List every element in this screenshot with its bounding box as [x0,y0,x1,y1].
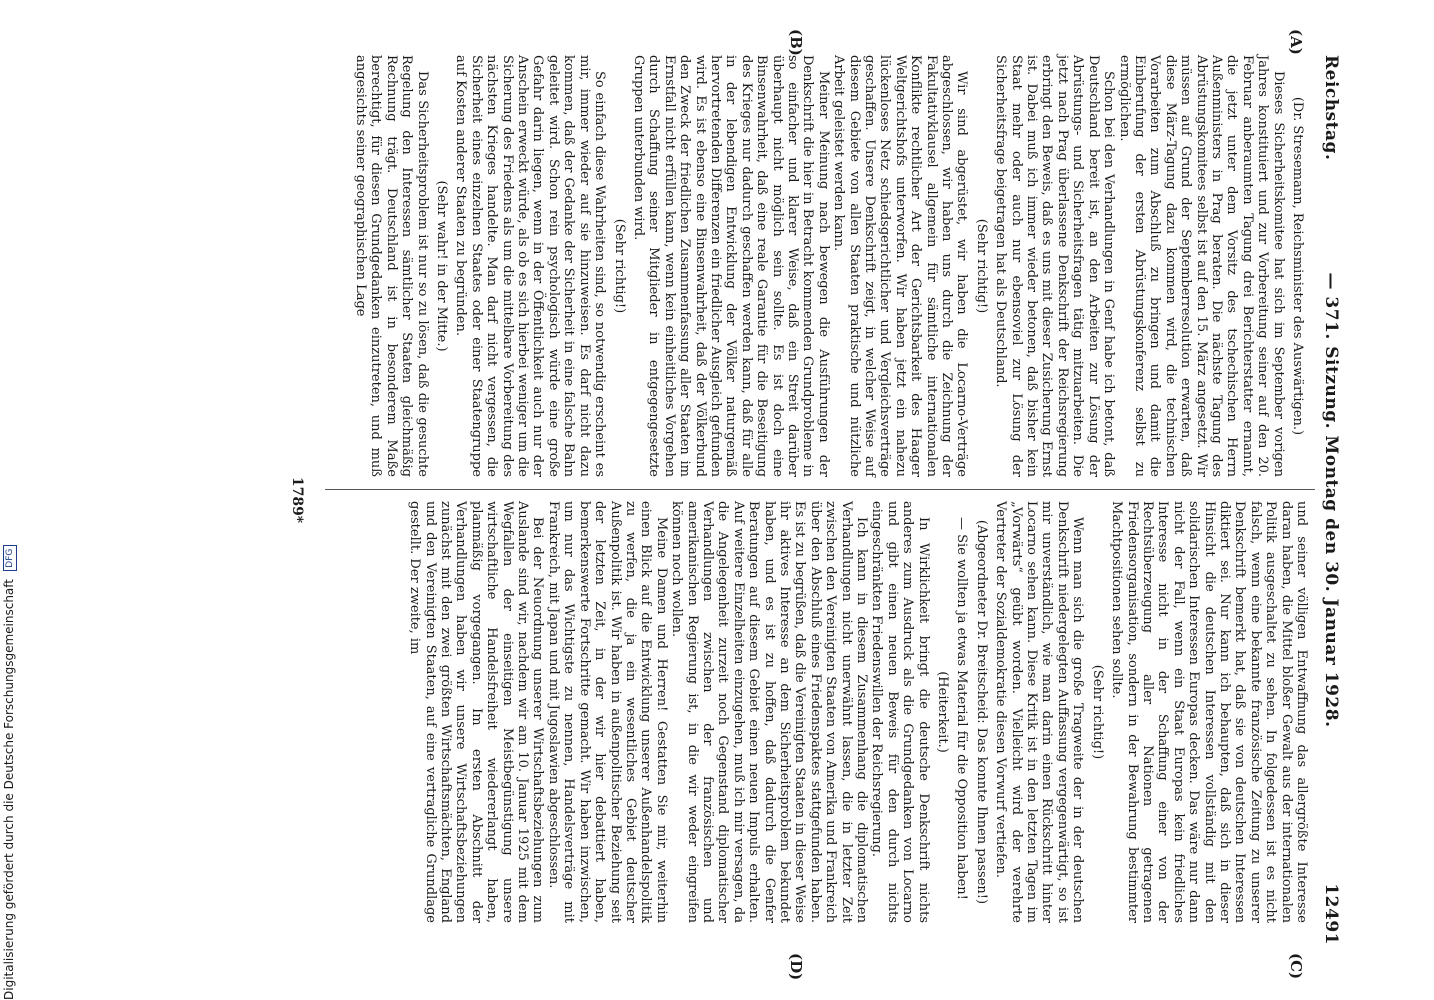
margin-mark-a: (A) [1287,29,1305,55]
header-page-number: 12491 [1321,883,1341,945]
column-divider [325,489,1315,490]
paragraph: Dieses Sicherheitskomitee hat sich im September vorigen Jahres konstituiert und zur Vorbereitung seiner auf den 20. Februar anberaumten Tagung drei Berichterstatter ernannt, die jetzt unter dem Vorsitz des tschechischen Herrn Außenministers in Prag beraten. Die nächste Tagung des Abrüstungskomitees selbst ist auf den 15. März angesetzt. Wir müssen auf Grund der Septemberresolution erwarten, daß diese März-Tagung dazu kommen wird, die technischen Vorarbeiten zum Abschluß zu bringen und damit die Einberufung der ersten Abrüstungskonferenz selbst zu ermöglichen. [1116,55,1286,477]
page-header [1315,55,1345,945]
paragraph: — Sie wollten ja etwas Material für die Opposition haben! [954,517,970,900]
applause-note: (Sehr richtig!) [973,218,989,314]
dfg-logo-icon: DFG [3,545,17,571]
header-center: — 371. Sitzung. Montag den 30. Januar 1928. [1321,272,1341,728]
digitization-credit [2,360,20,1000]
header-left: Reichstag. [1321,55,1341,161]
paragraph: Wenn man sich die große Tragweite der in der deutschen Denkschrift niedergelegten Auffassung vergegenwärtigt, so ist mir unverständlich, wie man darin einen Rückschritt hinter Locarno sehen kann. Diese Kritik ist in den letzten Tagen im „Vorwärts“ geübt worden. Vielleicht wird der verehrte Vertreter der Sozialdemokratie diesen Vorwurf vertiefen. [993,501,1086,923]
paragraph: In Wirklichkeit bringt die deutsche Denkschrift nichts anderes zum Ausdruck als die Grundgedanken von Locarno und gibt einen neuen Beweis für den durch nichts eingeschränkten Friedenswillen der Reichsregierung. [869,501,931,923]
paragraph: Wir sind abgerüstet, wir haben die Locarno-Verträge abgeschlossen, wir haben uns durch die Zeichnung der Fakultativklausel allgemein für sämtliche internationalen Konflikte rechtlicher Art der Gerichtsbarkeit des Haager Weltgerichtshofs unterworfen. Wir haben jetzt ein nahezu lückenloses Netz schiedsgerichtlicher und Vergleichsverträge geschaffen. Unsere Denkschrift zeigt, in welcher Weise auf diesem Gebiete von allen Staaten praktische und nützliche Arbeit geleistet werden kann. [831,55,970,477]
applause-note: (Sehr richtig!) [1089,664,1105,760]
paragraph: und seiner völligen Entwaffnung das allergrößte Interesse daran haben, die Mittel bloßer Gewalt aus der internationalen Politik ausgeschaltet zu sehen. In folgedessen ist es nicht falsch, wenn eine bekannte französische Zeitung zu unserer Denkschrift bemerkt hat, daß sie von deutschen Interessen diktiert sei. Nur kann ich behaupten, daß sich in dieser Hinsicht die deutschen Interessen vollständig mit den solidarischen Interessen Europas decken. Das wäre nur dann nicht der Fall, wenn ein Staat Europas kein friedliches Interesse nicht in der Schaffung einer von der Rechtsüberzeugung aller Nationen getragenen Friedensorganisation, sondern in der Bewahrung bestimmter Machtpositionen sehen sollte. [1109,501,1309,923]
right-column [407,501,1309,923]
paragraph: Bei der Neuordnung unserer Wirtschaftsbeziehungen zum Auslande sind wir, nachdem wir am 10. Januar 1925 mit dem Wegfallen der einseitigen Meistbegünstigung unsere wirtschaftliche Handelsfreiheit wiedererlangt haben, planmäßig vorgegangen. Im ersten Abschnitt der Verhandlungen haben wir unsere Wirtschaftsbeziehungen zunächst mit den zwei größten Wirtschaftsmächten, England und den Vereinigten Staaten, auf eine vertragliche Grundlage gestellt. Der zweite, im [407,501,546,923]
applause-note: (Sehr wahr! in der Mitte.) [434,180,450,352]
margin-mark-b: (B) [787,29,805,56]
paragraph: Das Sicherheitsproblem ist nur so zu lösen, daß die gesuchte Regelung den Interessen sämtlicher Staaten gleichmäßig Rechnung trägt. Deutschland ist in besonderem Maße berechtigt, für diesen Grundgedanken einzutreten, und muß angesichts seiner geographischen Lage [353,55,430,477]
paragraph: Meiner Meinung nach bewegen die Ausführungen der Denkschrift die hier in Betracht kommenden Grundprobleme in so einfacher und klarer Weise, daß ein Streit darüber überhaupt nicht möglich sein sollte. Es ist doch eine Binsenwahrheit, daß eine reale Garantie für die Beseitigung des Krieges nur dadurch geschaffen werden kann, daß für alle in der lebendigen Entwicklung der Völker naturgemäß hervortretenden Differenzen ein friedlicher Ausgleich gefunden wird. Es ist ebenso eine Binsenwahrheit, daß der Völkerbund den Zweck der friedlichen Zusammenfassung aller Staaten im Ernstfall nicht erfüllen kann, wenn kein einheitliches Vorgehen durch Schaffung seiner Mitglieder in entgegengesetzte Gruppen unterbunden wird. [630,55,831,477]
left-column [353,55,1309,477]
paragraph: So einfach diese Wahrheiten sind, so notwendig erscheint es mir, immer wieder auf sie hinzuweisen. Es darf nicht dazu kommen, daß der Gedanke der Sicherheit in eine falsche Bahn geleitet wird. Schon rein psychologisch würde eine große Gefahr darin liegen, wenn in der Öffentlichkeit auch nur der Anschein erweckt würde, als ob es sich hierbei weniger um die Sicherung des Friedens als um die mittelbare Vorbereitung des nächsten Krieges handelte. Man darf nicht vergessen, die Sicherheit eines einzelnen Staates oder einer Staatengruppe auf Kosten anderer Staaten zu begründen. [453,55,608,477]
paragraph: Schon bei den Verhandlungen in Genf habe ich betont, daß Deutschland bereit ist, an den Arbeiten zur Lösung der Abrüstungs- und Sicherheitsfragen tätig mitzuarbeiten. Die jetzt nach Prag überlassene Denkschrift der Reichsregierung erbringt den Beweis, daß es uns mit dieser Zusicherung Ernst ist. Dabei muß ich immer wieder betonen, daß bisher kein Staat mehr oder auch nur ebensoviel zur Lösung der Sicherheitsfrage beigetragen hat als Deutschland. [993,55,1117,477]
applause-note: (Sehr richtig!) [611,218,627,314]
scanned-page [120,29,1345,981]
paragraph: Meine Damen und Herren! Gestatten Sie mir, weiterhin einen Blick auf die Entwicklung unserer Außenhandelspolitik zu werfen, die ja ein wesentliches Gebiet deutscher Außenpolitik ist. Wir haben in außenpolitischer Beziehung seit der letzten Zeit, in der wir hier debattiert haben, bemerkenswerte Fortschritte gemacht. Wir haben inzwischen, um nur das Wichtigste zu nennen, Handelsverträge mit Frankreich, mit Japan und mit Jugoslawien abgeschlossen. [545,501,669,923]
speaker-line: (Dr. Stresemann, Reichsminister des Auswärtigen.) [1290,96,1305,436]
credit-text: Digitalisierung gefördert durch die Deutsche Forschungsgemeinschaft [2,578,16,1000]
margin-mark-c: (C) [1287,953,1305,980]
paragraph: Ich kann in diesem Zusammenhang die diplomatischen Verhandlungen nicht unerwähnt lassen, die in letzter Zeit zwischen den Vereinigten Staaten von Amerika und Frankreich über den Abschluß eines Friedenspaktes stattgefunden haben. Es ist zu begrüßen, daß die Vereinigten Staaten in dieser Weise ihr aktives Interesse an dem Sicherheitsproblem bekundet haben, und es ist zu hoffen, daß dadurch die Genfer Beratungen auf diesem Gebiet einen neuen Impuls erhalten. Auf weitere Einzelheiten einzugehen, muß ich mir versagen, da die Angelegenheit zurzeit noch Gegenstand diplomatischer Verhandlungen zwischen der französischen und amerikanischen Regierung ist, in die wir weder eingreifen können noch wollen. [669,501,870,923]
margin-mark-d: (D) [787,953,805,981]
interjection-note: (Abgeordneter Dr. Breitscheid: Das konnte Ihnen passen!) [973,519,989,905]
applause-note: (Heiterkeit.) [935,671,951,753]
footer-page-number: 1789* [289,476,305,524]
